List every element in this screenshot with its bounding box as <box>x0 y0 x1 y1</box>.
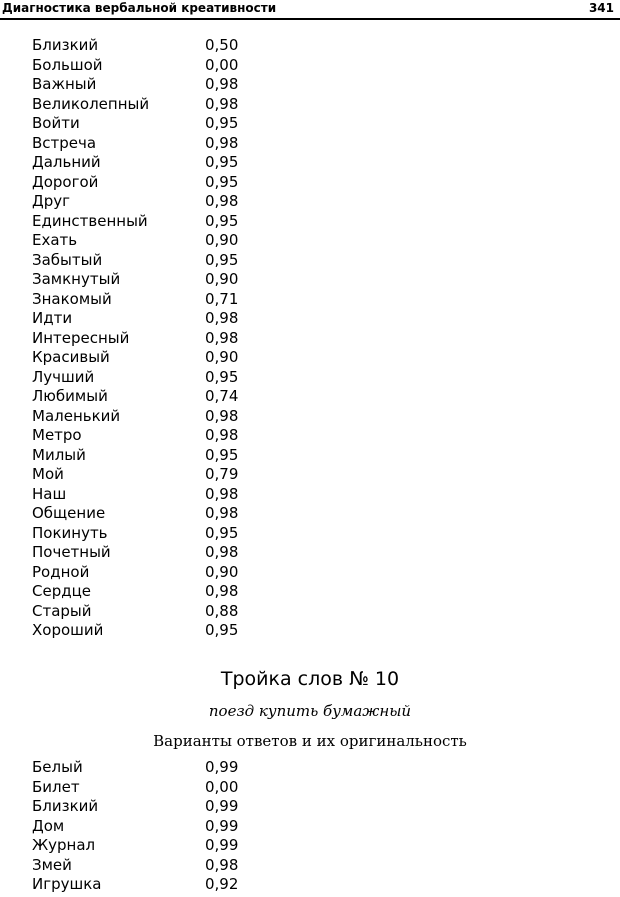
originality-score: 0,99 <box>205 836 239 854</box>
list-item <box>32 114 432 134</box>
list-item <box>32 817 432 837</box>
originality-score: 0,98 <box>205 192 239 210</box>
originality-score: 0,95 <box>205 445 239 464</box>
list-item <box>32 856 432 876</box>
answer-word: Единственный <box>32 211 148 230</box>
originality-score: 0,50 <box>205 36 239 54</box>
page-number: 341 <box>588 1 614 15</box>
answer-word: Наш <box>32 484 67 503</box>
list-item <box>32 426 432 446</box>
list-item <box>32 524 432 544</box>
list-item <box>32 212 432 232</box>
originality-score: 0,90 <box>205 231 239 249</box>
answer-word: Любимый <box>32 387 108 405</box>
originality-score: 0,98 <box>205 855 239 874</box>
answer-word: Замкнутый <box>32 270 121 288</box>
answer-word: Покинуть <box>32 523 108 542</box>
originality-score: 0,98 <box>205 484 239 503</box>
answer-word: Близкий <box>32 36 99 54</box>
list-item <box>32 75 432 95</box>
originality-score: 0,90 <box>205 562 239 581</box>
header-rule <box>0 18 620 20</box>
answer-word: Большой <box>32 55 103 74</box>
answer-word: Дом <box>32 816 65 835</box>
list-item <box>32 797 432 817</box>
list-item <box>32 446 432 466</box>
list-item <box>32 329 432 349</box>
answer-word: Красивый <box>32 348 110 366</box>
originality-score: 0,98 <box>205 94 239 113</box>
list-item <box>32 407 432 427</box>
answer-word: Важный <box>32 75 97 93</box>
originality-score: 0,98 <box>205 75 239 93</box>
originality-score: 0,95 <box>205 621 239 639</box>
list-item <box>32 173 432 193</box>
answer-word: Белый <box>32 758 83 776</box>
originality-score: 0,98 <box>205 328 239 347</box>
list-item <box>32 582 432 602</box>
answers-list-new <box>32 758 432 895</box>
originality-score: 0,00 <box>205 55 239 74</box>
list-item <box>32 134 432 154</box>
list-item <box>32 602 432 622</box>
running-title: Диагностика вербальной креативности <box>2 1 277 15</box>
answer-word: Друг <box>32 192 70 210</box>
list-item <box>32 387 432 407</box>
answer-word: Войти <box>32 114 80 132</box>
originality-score: 0,90 <box>205 348 239 366</box>
answers-caption: Варианты ответов и их оригинальность <box>153 732 467 750</box>
originality-score: 0,98 <box>205 426 239 444</box>
list-item <box>32 270 432 290</box>
list-item <box>32 465 432 485</box>
originality-score: 0,95 <box>205 211 239 230</box>
originality-score: 0,99 <box>205 797 239 815</box>
originality-score: 0,98 <box>205 504 239 522</box>
answer-word: Интересный <box>32 328 130 347</box>
answer-word: Общение <box>32 504 106 522</box>
answer-word: Забытый <box>32 250 103 269</box>
originality-score: 0,98 <box>205 406 239 425</box>
answer-word: Милый <box>32 445 86 464</box>
originality-score: 0,79 <box>205 465 239 483</box>
originality-score: 0,95 <box>205 172 239 191</box>
answer-word: Почетный <box>32 543 111 561</box>
list-item <box>32 504 432 524</box>
answer-word: Метро <box>32 426 82 444</box>
list-item <box>32 36 432 56</box>
answers-list-continued <box>32 36 432 641</box>
originality-score: 0,95 <box>205 153 239 171</box>
answer-word: Старый <box>32 601 92 620</box>
answer-word: Дальний <box>32 153 101 171</box>
list-item <box>32 368 432 388</box>
answer-word: Мой <box>32 465 64 483</box>
answer-word: Великолепный <box>32 94 150 113</box>
originality-score: 0,98 <box>205 309 239 327</box>
list-item <box>32 95 432 115</box>
list-item <box>32 621 432 641</box>
answer-word: Билет <box>32 777 80 796</box>
list-item <box>32 231 432 251</box>
originality-score: 0,95 <box>205 250 239 269</box>
list-item <box>32 153 432 173</box>
list-item <box>32 836 432 856</box>
answer-word: Хороший <box>32 621 104 639</box>
originality-score: 0,98 <box>205 543 239 561</box>
originality-score: 0,99 <box>205 758 239 776</box>
answer-word: Знакомый <box>32 289 112 308</box>
answer-word: Сердце <box>32 582 92 600</box>
list-item <box>32 778 432 798</box>
originality-score: 0,99 <box>205 816 239 835</box>
answer-word: Маленький <box>32 406 121 425</box>
list-item <box>32 758 432 778</box>
list-item <box>32 290 432 310</box>
originality-score: 0,90 <box>205 270 239 288</box>
list-item <box>32 348 432 368</box>
originality-score: 0,71 <box>205 289 239 308</box>
originality-score: 0,74 <box>205 387 239 405</box>
list-item <box>32 56 432 76</box>
answer-word: Родной <box>32 562 90 581</box>
answer-word: Лучший <box>32 367 95 386</box>
page-header <box>0 0 620 20</box>
originality-score: 0,98 <box>205 582 239 600</box>
originality-score: 0,98 <box>205 133 239 152</box>
list-item <box>32 485 432 505</box>
answer-word: Встреча <box>32 133 97 152</box>
list-item <box>32 543 432 563</box>
list-item <box>32 875 432 895</box>
originality-score: 0,95 <box>205 523 239 542</box>
answer-word: Идти <box>32 309 73 327</box>
originality-score: 0,00 <box>205 777 239 796</box>
originality-score: 0,88 <box>205 601 239 620</box>
list-item <box>32 192 432 212</box>
answer-word: Игрушка <box>32 875 102 893</box>
answer-word: Змей <box>32 855 72 874</box>
originality-score: 0,92 <box>205 875 239 893</box>
answer-word: Дорогой <box>32 172 99 191</box>
list-item <box>32 563 432 583</box>
answer-word: Журнал <box>32 836 96 854</box>
list-item <box>32 251 432 271</box>
answer-word: Ехать <box>32 231 78 249</box>
section-title: Тройка слов № 10 <box>220 668 400 690</box>
originality-score: 0,95 <box>205 114 239 132</box>
list-item <box>32 309 432 329</box>
originality-score: 0,95 <box>205 367 239 386</box>
word-triplet: поезд купить бумажный <box>208 702 412 720</box>
answer-word: Близкий <box>32 797 99 815</box>
